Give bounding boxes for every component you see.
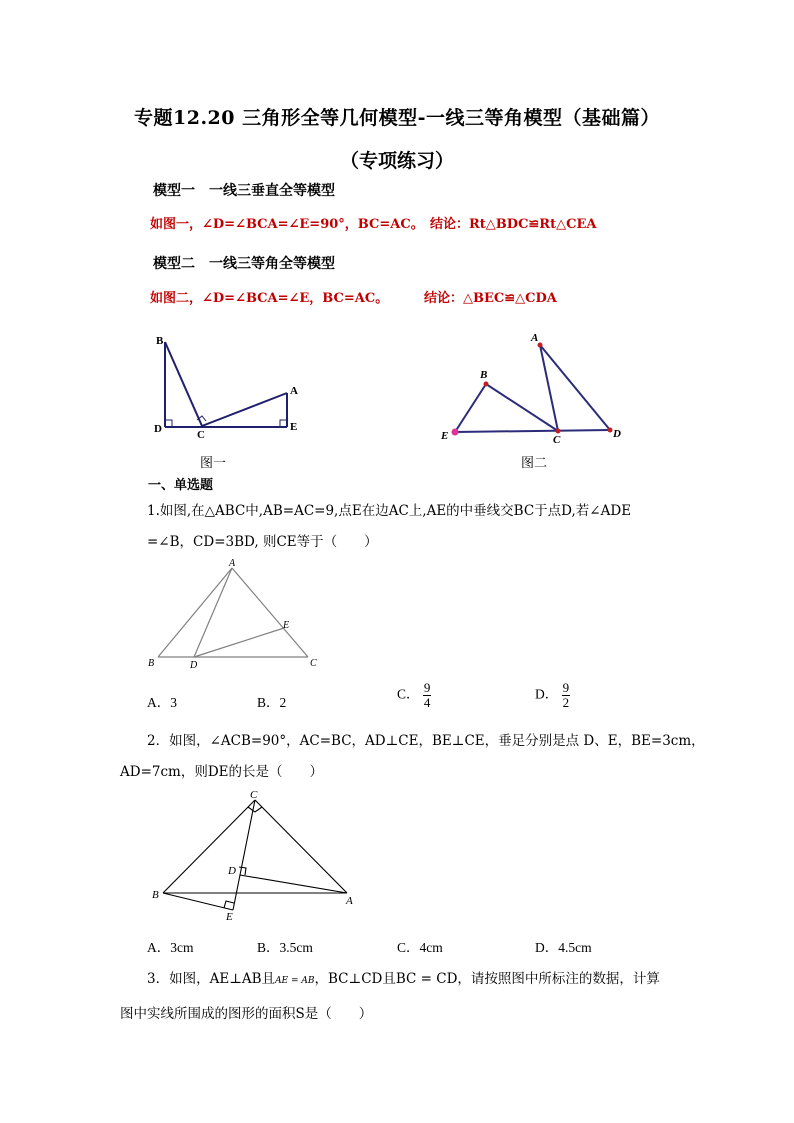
q1-text-line2: =∠B，CD=3BD, 则CE等于（ ） <box>147 534 378 550</box>
q2-label-d: D <box>228 865 236 877</box>
figure2-caption: 图二 <box>521 456 548 471</box>
q2-label-a: A <box>346 895 353 907</box>
model1-heading: 模型一 一线三垂直全等模型 <box>153 183 335 199</box>
page-title: 专题12.20 三角形全等几何模型-一线三等角模型（基础篇） <box>134 107 660 129</box>
q2-option-c[interactable]: C．4cm <box>397 940 443 955</box>
model2-conclusion: 结论：△BEC≌△CDA <box>424 291 557 306</box>
q1-option-c[interactable] <box>397 681 431 710</box>
figure1-diagram <box>150 330 310 440</box>
fig2-label-a: A <box>531 332 539 344</box>
fig1-label-c: C <box>197 429 205 440</box>
q1-label-d: D <box>190 660 198 671</box>
q2-diagram <box>145 785 365 925</box>
q1-option-c-den: 4 <box>423 695 431 710</box>
figure2-diagram <box>430 325 630 445</box>
fig2-label-c: C <box>553 434 561 445</box>
q3-text-line1-b: ，BC⊥CD且BC = CD，请按照图中所标注的数据，计算 <box>314 971 660 987</box>
q3-text-line1 <box>147 967 660 987</box>
q3-text-line1-small: AE = AB <box>275 976 315 986</box>
model1-condition: 如图一，∠D=∠BCA=∠E=90°，BC=AC。 <box>150 217 424 232</box>
q1-text-line1: 1.如图,在△ABC中,AB=AC=9,点E在边AC上,AE的中垂线交BC于点D,若∠ADE <box>147 503 632 519</box>
q2-text-line2: AD=7cm，则DE的长是（ ） <box>120 764 324 780</box>
page-subtitle: （专项练习） <box>339 150 454 172</box>
figure1-caption: 图一 <box>200 456 227 471</box>
fig1-label-b: B <box>156 335 164 347</box>
q1-option-a[interactable]: A．3 <box>147 695 177 710</box>
q2-label-e: E <box>226 911 233 923</box>
q1-option-d[interactable] <box>535 681 570 710</box>
fig1-label-a: A <box>290 385 298 397</box>
q1-label-a: A <box>229 558 236 569</box>
q2-label-b: B <box>152 889 159 901</box>
q3-text-line2: 图中实线所围成的图形的面积S是（ ） <box>120 1006 373 1022</box>
q1-option-d-den: 2 <box>562 695 570 710</box>
q2-option-b[interactable]: B．3.5cm <box>257 940 313 955</box>
q2-label-c: C <box>250 789 258 801</box>
q1-option-c-num: 9 <box>423 680 431 695</box>
q1-option-c-fraction <box>423 681 432 710</box>
model1-conclusion: 结论：Rt△BDC≌Rt△CEA <box>430 217 597 232</box>
q2-text-line1: 2．如图，∠ACB=90°，AC=BC，AD⊥CE，BE⊥CE，垂足分别是点 D、E，BE=3cm， <box>147 733 705 749</box>
q1-label-b: B <box>148 658 155 669</box>
q1-option-b[interactable]: B．2 <box>257 695 287 710</box>
q1-label-c: C <box>310 658 317 669</box>
q1-diagram <box>140 558 330 673</box>
model2-condition: 如图二，∠D=∠BCA=∠E，BC=AC。 <box>150 291 389 306</box>
section-heading: 一、单选题 <box>148 478 214 493</box>
q1-option-d-fraction <box>562 681 571 710</box>
fig1-label-d: D <box>154 423 162 435</box>
fig2-label-d: D <box>613 428 621 440</box>
fig2-label-b: B <box>480 369 488 381</box>
q1-label-e: E <box>283 620 290 631</box>
model2-heading: 模型二 一线三等角全等模型 <box>153 256 335 272</box>
fig1-label-e: E <box>290 421 298 433</box>
q2-option-a[interactable]: A．3cm <box>147 940 194 955</box>
q1-option-d-num: 9 <box>562 680 570 695</box>
q1-option-c-prefix: C． <box>397 686 420 702</box>
q3-text-line1-a: 3．如图，AE⊥AB且 <box>147 971 276 987</box>
q2-option-d[interactable]: D．4.5cm <box>535 940 592 955</box>
fig2-label-e: E <box>441 430 449 442</box>
q1-option-d-prefix: D． <box>535 686 559 702</box>
